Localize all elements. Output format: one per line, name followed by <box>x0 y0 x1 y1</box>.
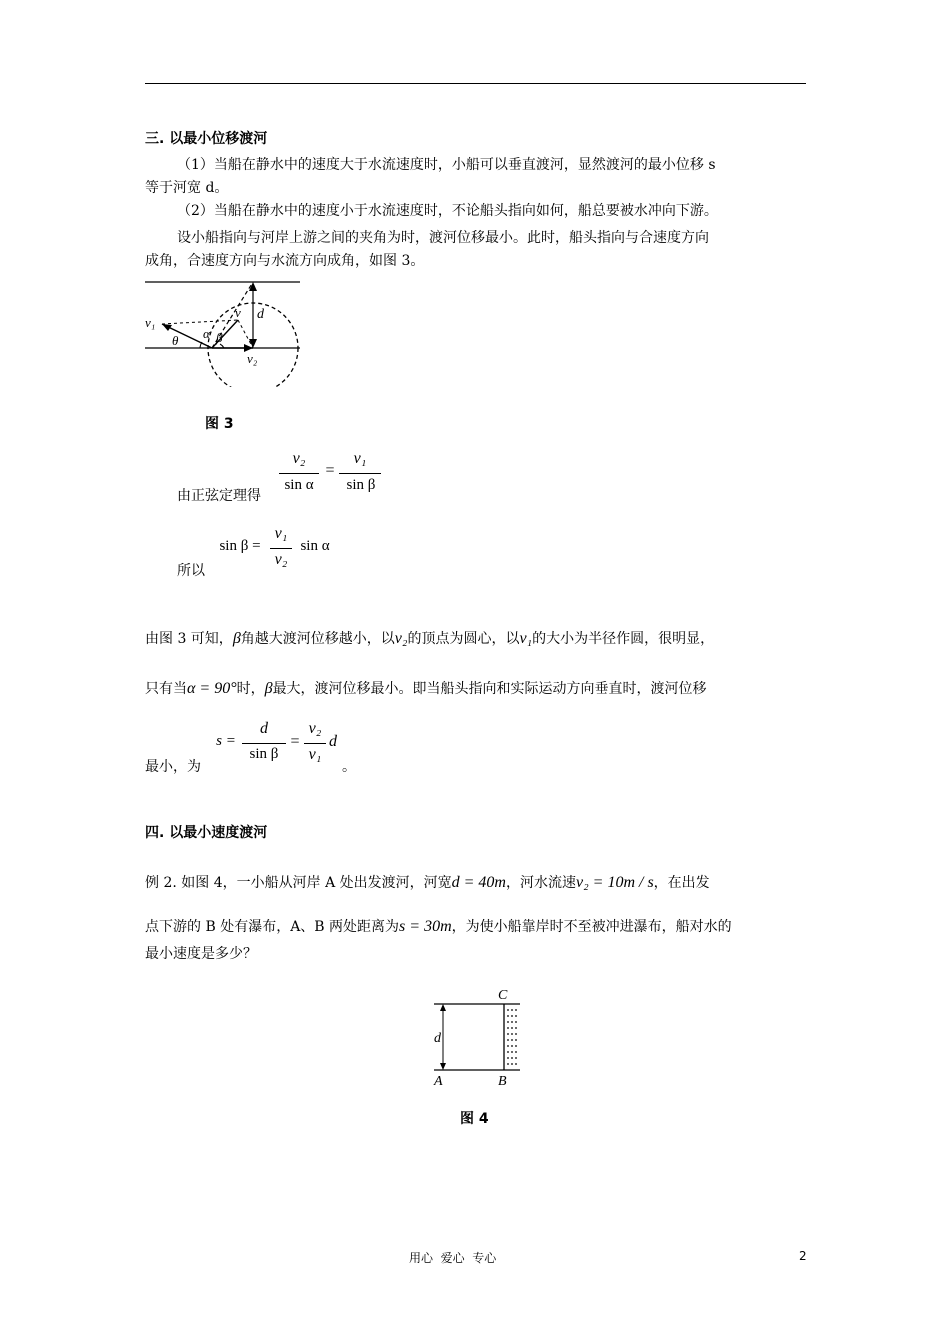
paragraph: （1）当船在静水中的速度大于水流速度时，小船可以垂直渡河，显然渡河的最小位移 s <box>177 157 716 173</box>
footer-motto: 用心 爱心 专心 <box>409 1251 497 1265</box>
paragraph: 成角，合速度方向与水流方向成角，如图 3。 <box>145 253 425 269</box>
label-C: C <box>498 988 508 1003</box>
paragraph: 最小速度是多少？ <box>145 946 257 962</box>
fraction-bar <box>339 473 381 474</box>
page-number: 2 <box>799 1249 807 1263</box>
text-run: 由图 3 可知， <box>145 631 233 647</box>
fraction-bar <box>242 743 286 744</box>
paragraph: （2）当船在静水中的速度小于水流速度时，不论船头指向如何，船总要被水冲向下游。 <box>177 203 718 219</box>
inline-math: β <box>264 680 273 697</box>
figure-3-diagram <box>140 272 310 387</box>
text-run: 点下游的 B 处有瀑布，A、B 两处距离为 <box>145 919 400 935</box>
text-run: ，为使小船靠岸时不至被冲进瀑布，船对水的 <box>451 919 732 935</box>
text-run: 时， <box>236 681 265 697</box>
equation-min-displacement <box>210 719 345 771</box>
fraction-bar <box>304 743 326 744</box>
label-beta: β <box>216 330 223 345</box>
label-A: A <box>434 1074 443 1089</box>
label-alpha: α <box>203 326 210 341</box>
equation-sin-beta <box>212 524 337 576</box>
eq-numerator: v₂ <box>292 450 306 467</box>
text-run: 的大小为半径作圆，很明显， <box>532 631 715 647</box>
label-v1: v₁ <box>145 315 156 330</box>
inline-math: v₂ = 10m / s <box>575 874 654 891</box>
inline-math: v₁ <box>519 630 533 647</box>
header-rule <box>145 83 806 84</box>
text-run: 例 2. 如图 4，一小船从河岸 A 处出发渡河，河宽 <box>145 875 452 891</box>
inline-math: d = 40m <box>451 874 506 891</box>
eq-tail: d <box>329 733 337 750</box>
paragraph: 设小船指向与河岸上游之间的夹角为时，渡河位移最小。此时，船头指向与合速度方向 <box>177 230 709 246</box>
eq-denominator: sin α <box>284 477 314 493</box>
paragraph: 由正弦定理得 <box>177 488 261 504</box>
label-d: d <box>434 1031 441 1046</box>
figure-3-caption: 图 3 <box>205 416 234 432</box>
eq-equals: = <box>325 462 335 479</box>
paragraph <box>145 915 732 939</box>
eq-denominator: sin β <box>249 746 279 762</box>
inline-math: v₂ <box>394 630 408 647</box>
eq-numerator: v₁ <box>353 450 367 467</box>
text-run: ，河水流速 <box>505 875 576 891</box>
paragraph <box>145 677 707 701</box>
eq-equals: = <box>290 733 300 750</box>
text-run: ，在出发 <box>653 875 710 891</box>
figure-4-diagram <box>428 986 528 1090</box>
text-run: 只有当 <box>145 681 187 697</box>
label-B: B <box>498 1074 507 1089</box>
paragraph <box>145 871 710 895</box>
text-run: 最大，渡河位移最小。即当船头指向和实际运动方向垂直时，渡河位移 <box>272 681 707 697</box>
label-d: d <box>257 307 264 322</box>
section-heading: 三. 以最小位移渡河 <box>145 131 268 147</box>
eq-numerator: d <box>260 720 268 737</box>
text-run: 角越大渡河位移越小，以 <box>240 631 395 647</box>
inline-math: β <box>232 630 241 647</box>
eq-numerator: v₂ <box>308 720 322 737</box>
text-run: 的顶点为圆心，以 <box>407 631 520 647</box>
eq-numerator: v₁ <box>274 525 288 542</box>
fraction-bar <box>270 548 292 549</box>
eq-lhs: sin β = <box>219 538 261 554</box>
eq-denominator: v₂ <box>274 551 288 568</box>
inline-math: α = 90° <box>187 680 237 697</box>
paragraph-end: 。 <box>342 759 356 775</box>
eq-denominator: sin β <box>346 477 376 493</box>
eq-rhs: sin α <box>300 538 330 554</box>
label-v: v <box>235 305 241 320</box>
inline-math: s = 30m <box>399 918 452 935</box>
label-v2: v₂ <box>247 351 258 366</box>
eq-denominator: v₁ <box>308 746 322 763</box>
paragraph: 所以 <box>177 563 205 579</box>
fraction-bar <box>279 473 319 474</box>
label-theta: θ <box>172 333 179 348</box>
equation-sine-law <box>279 450 383 500</box>
paragraph: 最小，为 <box>145 759 201 775</box>
section-heading: 四. 以最小速度渡河 <box>145 825 268 841</box>
paragraph <box>145 627 714 651</box>
eq-lhs: s = <box>216 733 236 749</box>
paragraph: 等于河宽 d。 <box>145 180 229 196</box>
figure-4-caption: 图 4 <box>460 1111 489 1127</box>
